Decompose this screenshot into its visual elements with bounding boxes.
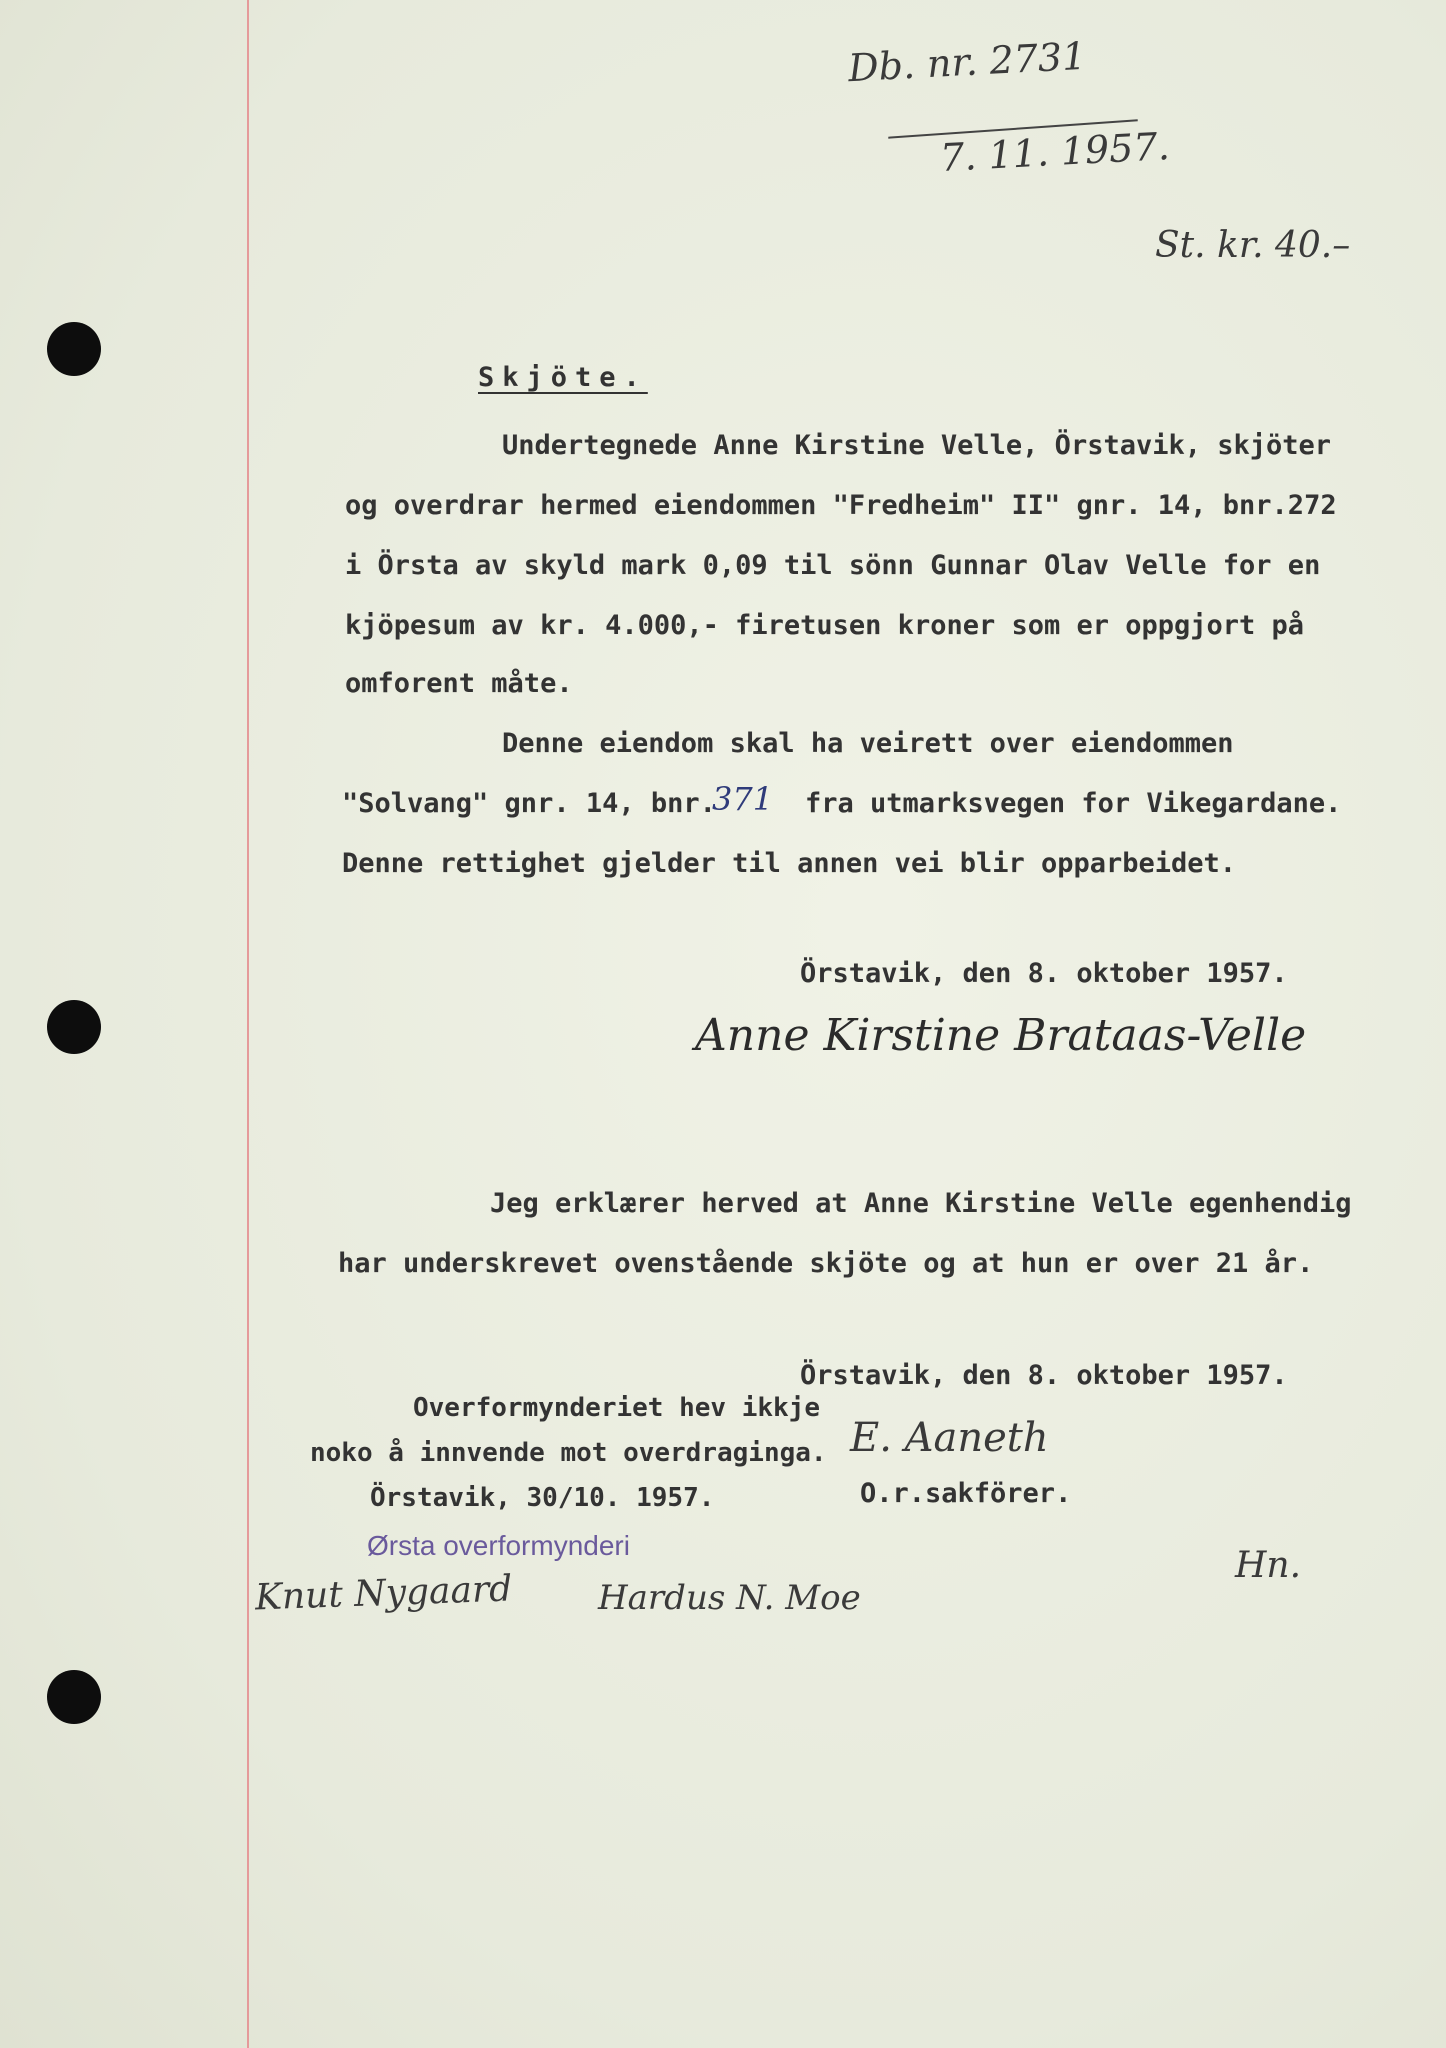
deed-line: og overdrar hermed eiendommen "Fredheim" II" gnr. 14, bnr.272 — [345, 490, 1337, 521]
deed-place-date: Örstavik, den 8. oktober 1957. — [800, 958, 1288, 989]
deed-line: omforent måte. — [345, 668, 573, 699]
initials-note: Hn. — [1235, 1545, 1302, 1586]
attestor-role: O.r.sakförer. — [860, 1478, 1072, 1509]
doc-date: 7. 11. 1957. — [939, 124, 1171, 180]
deed-line: kjöpesum av kr. 4.000,- firetusen kroner som er oppgjort på — [345, 610, 1305, 641]
punch-hole-bottom — [47, 1670, 101, 1724]
guardianship-line: Overformynderiet hev ikkje — [413, 1393, 820, 1423]
punch-hole-top — [47, 322, 101, 376]
deed-line: Denne rettighet gjelder til annen vei blir opparbeidet. — [342, 848, 1237, 879]
guardianship-line: Örstavik, 30/10. 1957. — [370, 1483, 715, 1513]
deed-line: Undertegnede Anne Kirstine Velle, Örstavik, skjöter — [502, 430, 1332, 461]
guardian-signature-1: Knut Nygaard — [254, 1568, 513, 1619]
attestation-line: har underskrevet ovenstående skjöte og at hun er over 21 år. — [338, 1248, 1314, 1279]
punch-hole-middle — [47, 1000, 101, 1054]
guardian-signature-2: Hardus N. Moe — [598, 1578, 861, 1618]
fee-note: St. kr. 40.– — [1155, 225, 1351, 266]
guardianship-line: noko å innvende mot overdraginga. — [310, 1438, 827, 1468]
deed-line: "Solvang" gnr. 14, bnr. — [342, 788, 716, 819]
guardianship-stamp: Ørsta overformynderi — [367, 1530, 630, 1561]
margin-line — [247, 0, 249, 2048]
deed-line: Denne eiendom skal ha veirett over eiendommen — [502, 728, 1234, 759]
attestation-place-date: Örstavik, den 8. oktober 1957. — [800, 1360, 1288, 1391]
deed-line: i Örsta av skyld mark 0,09 til sönn Gunnar Olav Velle for en — [345, 550, 1321, 581]
attestor-signature: E. Aaneth — [850, 1415, 1049, 1461]
handwritten-bnr: 371 — [712, 780, 774, 818]
doc-number: Db. nr. 2731 — [847, 33, 1088, 91]
grantor-signature: Anne Kirstine Brataas-Velle — [695, 1010, 1307, 1061]
deed-line: fra utmarksvegen for Vikegardane. — [805, 788, 1342, 819]
attestation-line: Jeg erklærer herved at Anne Kirstine Velle egenhendig — [490, 1188, 1352, 1219]
deed-title: Skjöte. — [478, 362, 648, 393]
